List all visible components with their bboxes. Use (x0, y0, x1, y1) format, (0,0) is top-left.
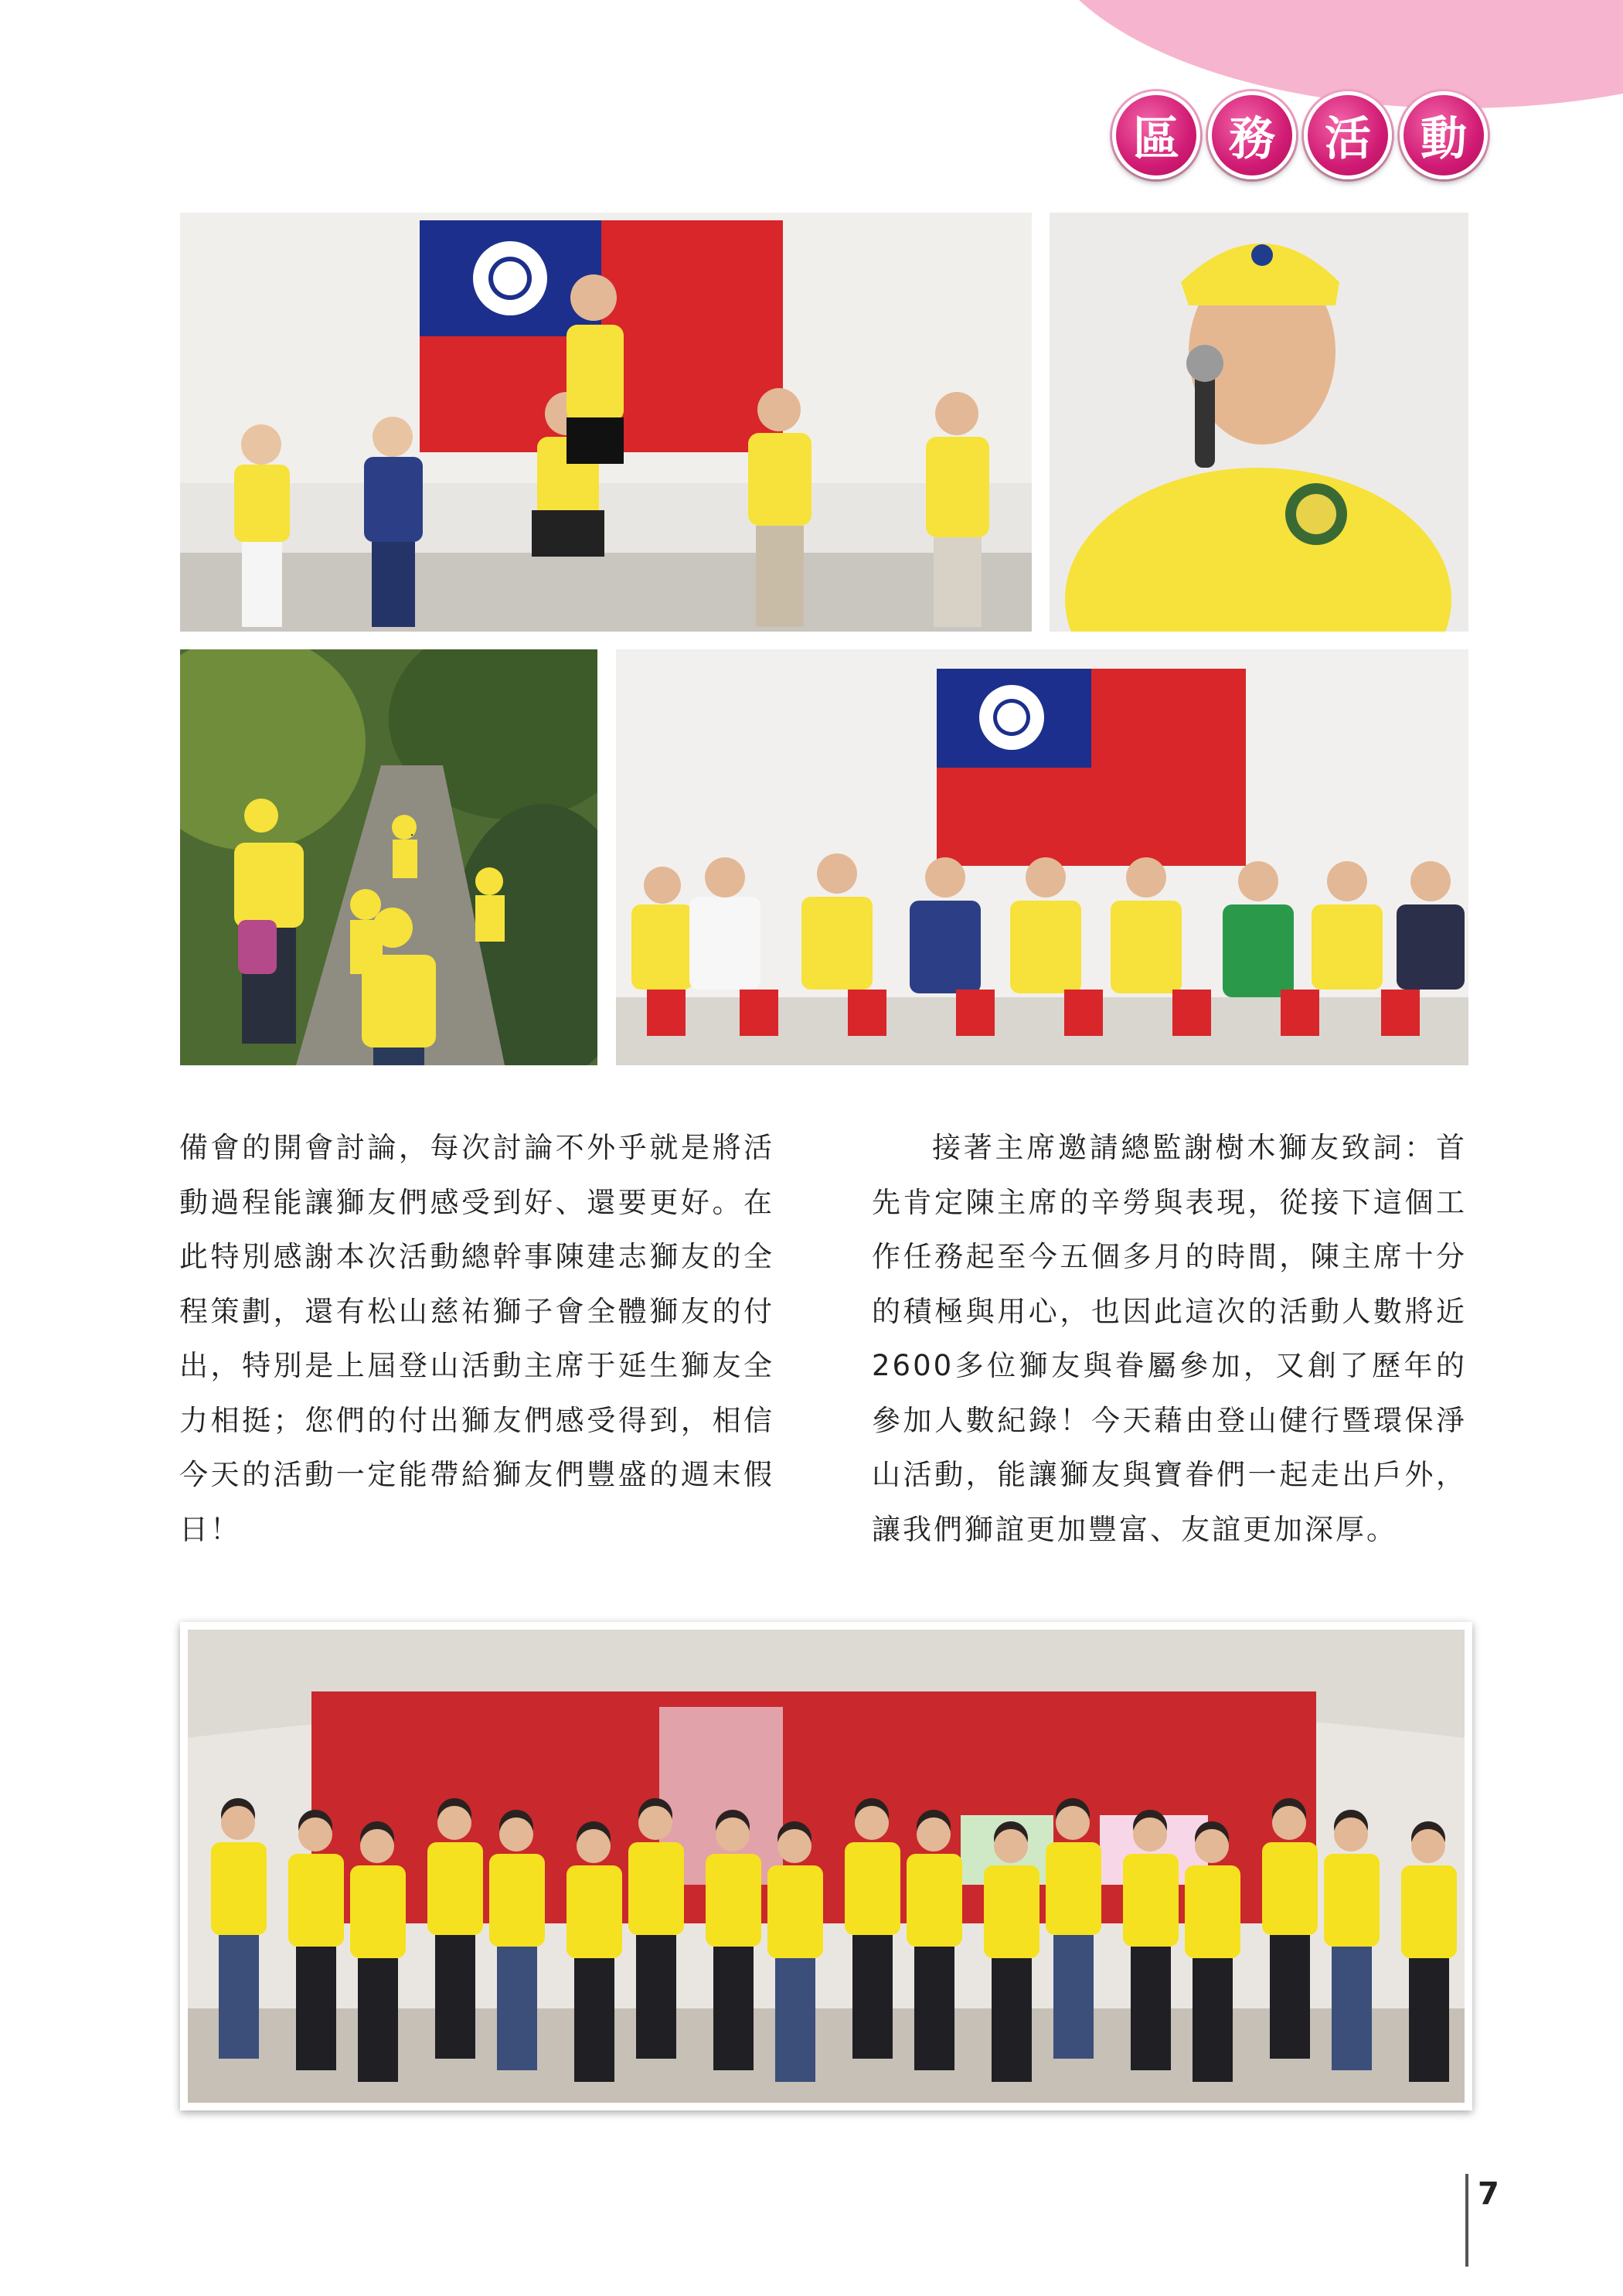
section-title-char: 活 (1304, 91, 1392, 179)
dancer-figure (489, 1854, 545, 1947)
dancer-figure (1401, 1865, 1457, 1958)
dancer-figure (1193, 1958, 1233, 2082)
seated-guests-photo (616, 649, 1468, 1065)
dancer-figure (855, 1806, 889, 1840)
dancer-figure (767, 1865, 823, 1958)
dancer-figure (497, 1947, 537, 2070)
section-title-char: 動 (1400, 91, 1488, 179)
speaker-photo (1050, 213, 1468, 632)
dancer-figure (994, 1829, 1028, 1863)
dancer-figure (219, 1935, 259, 2059)
group-performance-photo (188, 1630, 1465, 2103)
dancer-figure (984, 1865, 1039, 1958)
article-left-paragraph: 備會的開會討論，每次討論不外乎就是將活動過程能讓獅友們感受到好、還要更好。在此特別感謝本次活動總幹事陳建志獅友的全程策劃，還有松山慈祐獅子會全體獅友的付出，特別是上屆登山活動主席于延生獅友全力相挺；您們的付出獅友們感受得到，相信今天的活動一定能帶給獅友們豐盛的週末假日！ (179, 1131, 774, 1546)
dancer-figure (1131, 1947, 1171, 2070)
dancer-figure (1332, 1947, 1372, 2070)
dancer-figure (628, 1842, 684, 1935)
dancer-figure (1046, 1842, 1101, 1935)
hiking-photo (180, 649, 597, 1065)
dancer-figure (777, 1829, 812, 1863)
dancer-figure (298, 1817, 332, 1851)
dancer-figure (1053, 1935, 1094, 2059)
dancer-figure (706, 1854, 761, 1947)
dancer-figure (435, 1935, 475, 2059)
dancer-figure (845, 1842, 900, 1935)
dancer-figure (288, 1854, 344, 1947)
section-title (1112, 91, 1488, 179)
dancer-figure (577, 1829, 611, 1863)
page-number-bar (1465, 2174, 1468, 2267)
dancer-figure (1185, 1865, 1240, 1958)
dancer-figure (852, 1935, 893, 2059)
dancer-figure (296, 1947, 336, 2070)
dancer-figure (716, 1817, 750, 1851)
dancer-figure (1409, 1958, 1449, 2082)
dancer-figure (1324, 1854, 1380, 1947)
dancer-figure (360, 1829, 394, 1863)
dancer-figure (1195, 1829, 1229, 1863)
dancer-figure (437, 1806, 471, 1840)
article-right-paragraph: 接著主席邀請總監謝樹木獅友致詞：首先肯定陳主席的辛勞與表現，從接下這個工作任務起至今五個多月的時間，陳主席十分的積極與用心，也因此這次的活動人數將近2600多位獅友與眷屬參加，又創了歷年的參加人數紀錄！今天藉由登山健行暨環保淨山活動，能讓獅友與寶眷們一起走出戶外，讓我們獅誼更加豐富、友誼更加深厚。 (872, 1131, 1467, 1546)
dancer-figure (1411, 1829, 1445, 1863)
dancer-figure (427, 1842, 483, 1935)
dancer-figure (1334, 1817, 1368, 1851)
dancer-figure (567, 1865, 622, 1958)
dancer-figure (914, 1947, 954, 2070)
dancer-figure (211, 1842, 267, 1935)
dancer-figure (917, 1817, 951, 1851)
dancer-figure (1123, 1854, 1179, 1947)
dancer-figure (775, 1958, 815, 2082)
section-title-char: 區 (1112, 91, 1200, 179)
page-number: 7 (1478, 2176, 1499, 2212)
dancer-figure (574, 1958, 614, 2082)
dancer-figure (1262, 1842, 1318, 1935)
dancer-figure (636, 1935, 676, 2059)
dancer-figure (1056, 1806, 1090, 1840)
dancer-figure (1272, 1806, 1306, 1840)
dancer-figure (713, 1947, 754, 2070)
stage-cheer-photo (180, 213, 1032, 632)
dancer-figure (358, 1958, 398, 2082)
dancer-figure (1270, 1935, 1310, 2059)
dancer-figure (992, 1958, 1032, 2082)
dancer-figure (499, 1817, 533, 1851)
dancer-figure (907, 1854, 962, 1947)
group-performance-photo-frame (180, 1622, 1472, 2110)
section-title-char: 務 (1208, 91, 1296, 179)
dancer-figure (638, 1806, 672, 1840)
dancer-figure (1133, 1817, 1167, 1851)
dancer-figure (350, 1865, 406, 1958)
dancer-figure (221, 1806, 255, 1840)
